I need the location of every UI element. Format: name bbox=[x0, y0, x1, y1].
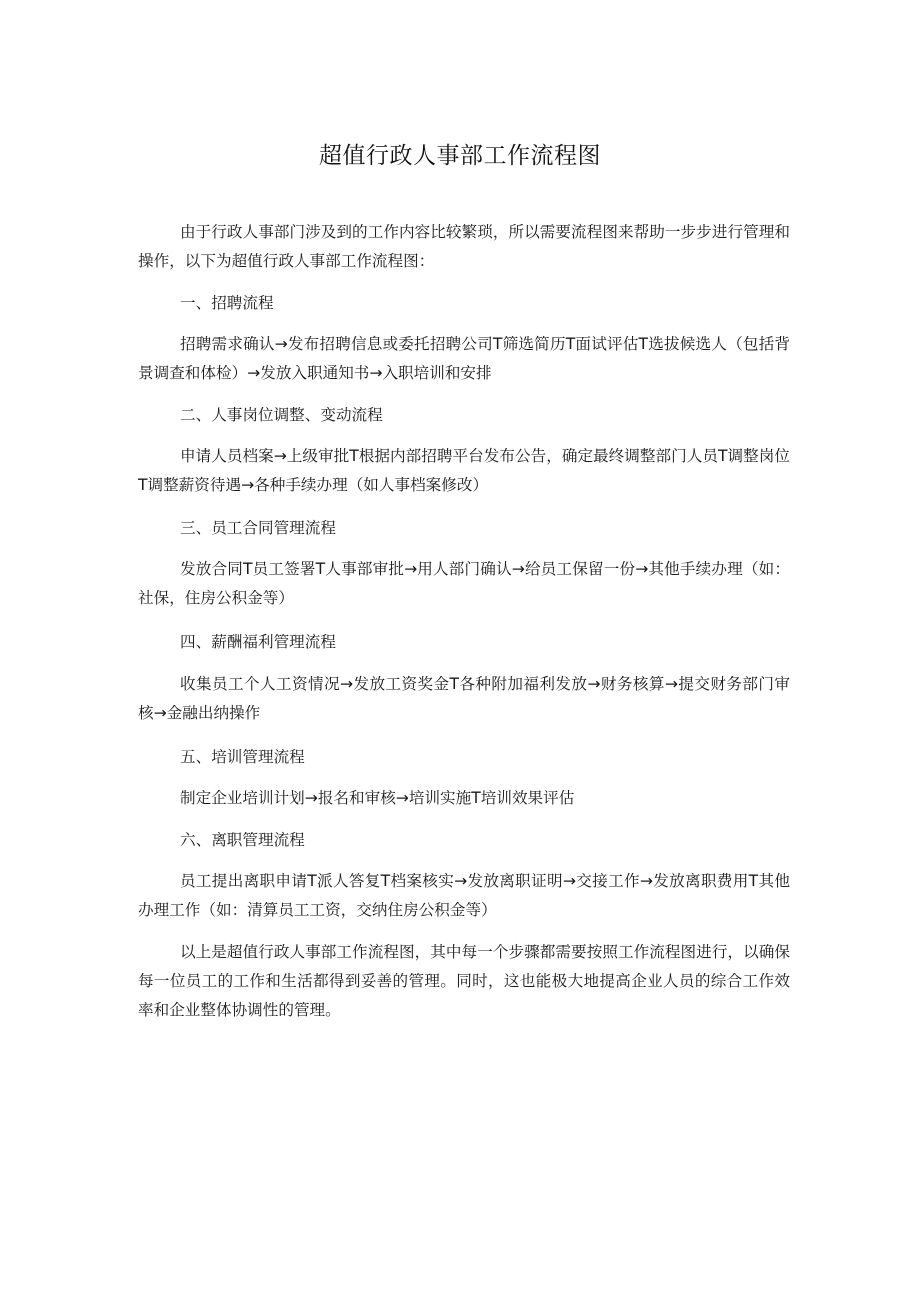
section-body-training: 制定企业培训计划→报名和审核→培训实施T培训效果评估 bbox=[180, 789, 575, 807]
section-body-recruitment: 招聘需求确认→发布招聘信息或委托招聘公司T筛选简历T面试评估T选拔候选人（包括背景调查和体检）→发放入职通知书→入职培训和安排 bbox=[138, 335, 790, 382]
intro-paragraph: 由于行政人事部门涉及到的工作内容比较繁琐，所以需要流程图来帮助一步步进行管理和操作，以下为超值行政人事部工作流程图： bbox=[138, 223, 790, 270]
section-heading-position-change: 二、人事岗位调整、变动流程 bbox=[180, 406, 383, 424]
section-body-contract: 发放合同T员工签署T人事部审批→用人部门确认→给员工保留一份→其他手续办理（如：社保，住房公积金等） bbox=[138, 560, 790, 607]
section-heading-compensation: 四、薪酬福利管理流程 bbox=[180, 633, 336, 651]
section-body-resignation: 员工提出离职申请T派人答复T档案核实→发放离职证明→交接工作→发放离职费用T其他办理工作（如：清算员工工资，交纳住房公积金等） bbox=[138, 872, 790, 919]
section-body-compensation: 收集员工个人工资情况→发放工资奖金T各种附加福利发放→财务核算→提交财务部门审核→金融出纳操作 bbox=[138, 675, 790, 722]
document-title: 超值行政人事部工作流程图 bbox=[319, 143, 601, 169]
section-heading-resignation: 六、离职管理流程 bbox=[180, 831, 305, 849]
section-body-position-change: 申请人员档案→上级审批T根据内部招聘平台发布公告，确定最终调整部门人员T调整岗位T调整薪资待遇→各种手续办理（如人事档案修改） bbox=[138, 447, 790, 494]
section-heading-recruitment: 一、招聘流程 bbox=[180, 294, 274, 312]
section-heading-training: 五、培训管理流程 bbox=[180, 748, 305, 766]
section-heading-contract: 三、员工合同管理流程 bbox=[180, 519, 336, 537]
conclusion-paragraph: 以上是超值行政人事部工作流程图，其中每一个步骤都需要按照工作流程图进行，以确保每一位员工的工作和生活都得到妥善的管理。同时，这也能极大地提高企业人员的综合工作效率和企业整体协调性的管理。 bbox=[138, 943, 790, 1019]
